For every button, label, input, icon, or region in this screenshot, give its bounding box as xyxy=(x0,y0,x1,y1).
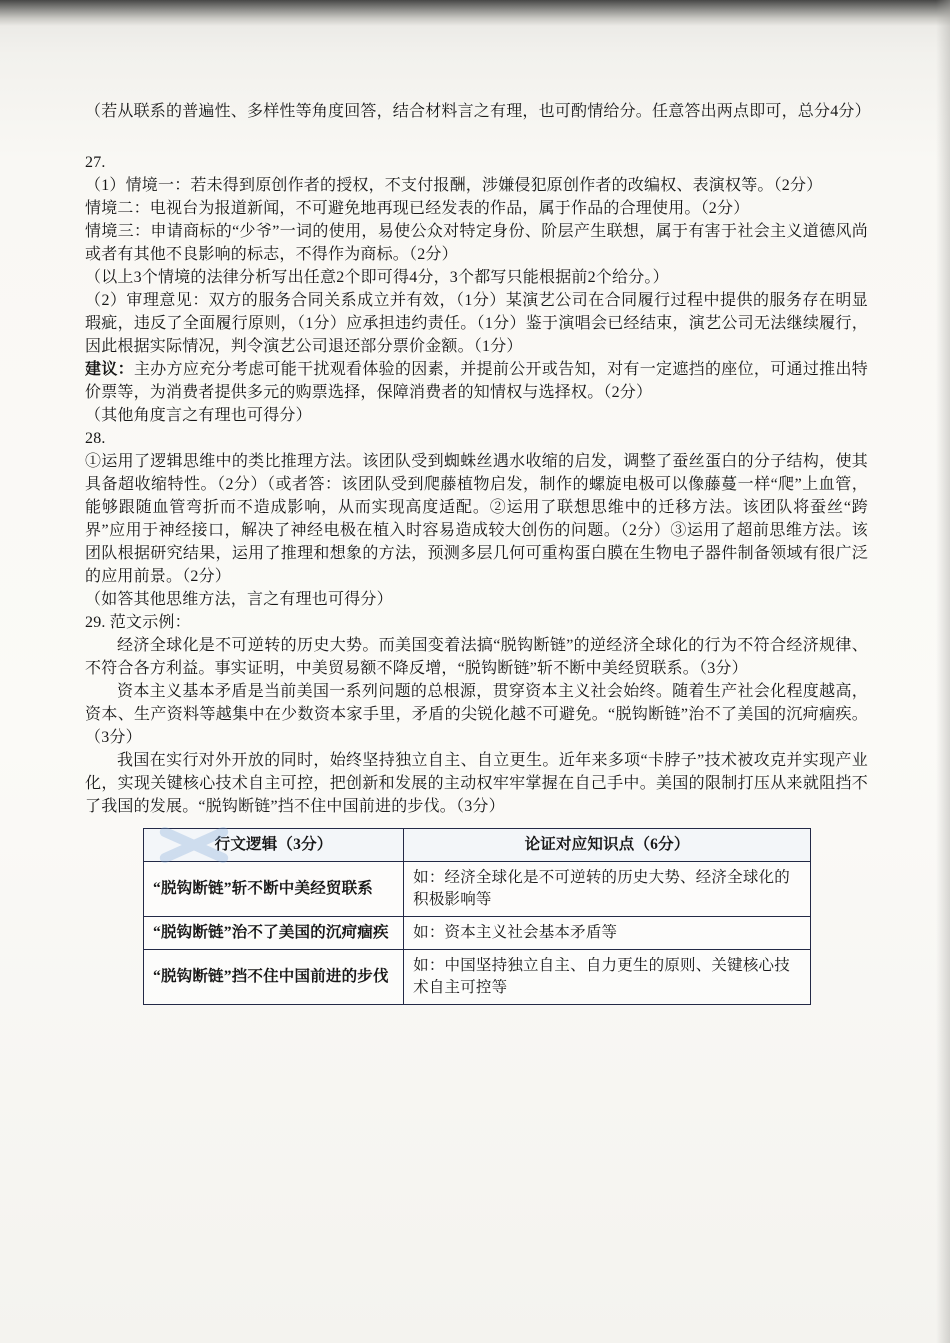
q29-logic-table-wrapper xyxy=(143,828,811,1005)
q27-scenario-2: 情境二：电视台为报道新闻，不可避免地再现已经发表的作品，属于作品的合理使用。（2分） xyxy=(85,200,750,217)
q27-scenario-3: 情境三：申请商标的“少爷”一词的使用，易使公众对特定身份、阶层产生联想，属于有害于社会主义道德风尚或者有其他不良影响的标志，不得作为商标。（2分） xyxy=(85,223,868,263)
suggestion-text: 主办方应充分考虑可能干扰观看体验的因素，并提前公开或告知，对有一定遮挡的座位，可通过推出特价票等，为消费者提供多元的购票选择，保障消费者的知情权与选择权。（2分） xyxy=(85,361,868,401)
question-27-number: 27. xyxy=(85,154,106,171)
q27-part2-opinion: （2）审理意见：双方的服务合同关系成立并有效，（1分）某演艺公司在合同履行过程中提供的服务存在明显瑕疵，违反了全面履行原则，（1分）应承担违约责任。（1分）鉴于演唱会已经结束，演艺公司无法继续履行，因此根据实际情况，判令演艺公司退还部分票价金额。（1分） xyxy=(85,292,868,355)
question-29-heading: 29. 范文示例： xyxy=(85,614,191,631)
q29-paragraph-1: 经济全球化是不可逆转的历史大势。而美国变着法搞“脱钩断链”的逆经济全球化的行为不符合经济规律、不符合各方利益。事实证明，中美贸易额不降反增，“脱钩断链”斩不断中美经贸联系。（3分） xyxy=(85,637,868,677)
grading-note-26: （若从联系的普遍性、多样性等角度回答，结合材料言之有理，也可酌情给分。任意答出两点即可，总分4分） xyxy=(85,103,871,120)
q28-other-methods-note: （如答其他思维方法，言之有理也可得分） xyxy=(85,591,393,608)
question-28-number: 28. xyxy=(85,430,106,447)
table-row xyxy=(144,917,811,950)
table-header-logic: 行文逻辑（3分） xyxy=(144,829,404,862)
scan-right-shadow xyxy=(936,0,950,1343)
q27-scenario-1: （1）情境一：若未得到原创作者的授权，不支付报酬，涉嫌侵犯原创作者的改编权、表演权等。（2分） xyxy=(85,177,823,194)
q29-logic-table xyxy=(143,828,811,1005)
q29-paragraph-2: 资本主义基本矛盾是当前美国一系列问题的总根源，贯穿资本主义社会始终。随着生产社会化程度越高，资本、生产资料等越集中在少数资本家手里，矛盾的尖锐化越不可避免。“脱钩断链”治不了美国的沉疴痼疾。（3分） xyxy=(85,683,868,746)
q27-suggestion xyxy=(85,358,868,404)
table-cell-knowledge-3: 如：中国坚持独立自主、自力更生的原则、关键核心技术自主可控等 xyxy=(404,950,811,1005)
q27-other-angles-note: （其他角度言之有理也可得分） xyxy=(85,407,312,424)
q28-answer: ①运用了逻辑思维中的类比推理方法。该团队受到蜘蛛丝遇水收缩的启发，调整了蚕丝蛋白的分子结构，使其具备超收缩特性。（2分）（或者答：该团队受到爬藤植物启发，制作的螺旋电极可以像藤蔓一样“爬”上血管，能够跟随血管弯折而不造成影响，从而实现高度适配。②运用了联想思维中的迁移方法。该团队将蚕丝“跨界”应用于神经接口，解决了神经电极在植入时容易造成较大创伤的问题。（2分）③运用了超前思维方法。该团队根据研究结果，运用了推理和想象的方法，预测多层几何可重构蛋白膜在生物电子器件制备领域有很广泛的应用前景。（2分） xyxy=(85,453,868,585)
table-cell-knowledge-1: 如：经济全球化是不可逆转的历史大势、经济全球化的积极影响等 xyxy=(404,862,811,917)
q29-paragraph-3: 我国在实行对外开放的同时，始终坚持独立自主、自立更生。近年来多项“卡脖子”技术被攻克并实现产业化，实现关键核心技术自主可控，把创新和发展的主动权牢牢掌握在自己手中。美国的限制打压从来就阻挡不了我国的发展。“脱钩断链”挡不住中国前进的步伐。（3分） xyxy=(85,752,868,815)
table-cell-logic-2: “脱钩断链”治不了美国的沉疴痼疾 xyxy=(144,917,404,950)
page-content xyxy=(85,100,871,1005)
table-row xyxy=(144,950,811,1005)
table-header-row xyxy=(144,829,811,862)
table-row xyxy=(144,862,811,917)
q27-scenario-grading-note: （以上3个情境的法律分析写出任意2个即可得4分，3个都写只能根据前2个给分。） xyxy=(85,269,669,286)
suggestion-label: 建议： xyxy=(85,361,134,378)
table-header-knowledge: 论证对应知识点（6分） xyxy=(404,829,811,862)
table-cell-knowledge-2: 如：资本主义社会基本矛盾等 xyxy=(404,917,811,950)
scan-top-shadow xyxy=(0,0,950,26)
table-cell-logic-1: “脱钩断链”斩不断中美经贸联系 xyxy=(144,862,404,917)
table-cell-logic-3: “脱钩断链”挡不住中国前进的步伐 xyxy=(144,950,404,1005)
